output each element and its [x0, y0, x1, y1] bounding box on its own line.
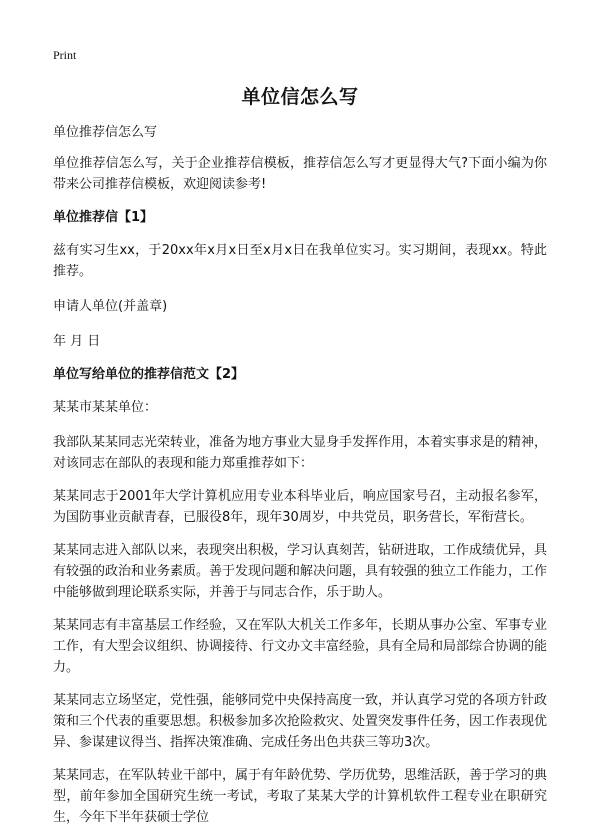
section-heading-2: 单位写给单位的推荐信范文【2】 [53, 367, 245, 382]
section-2-paragraph: 我部队某某同志光荣转业，准备为地方事业大显身手发挥作用，本着实事求是的精神，对该同志在部队的表现和能力郑重推荐如下： [53, 435, 548, 471]
section-2-paragraph: 某某同志立场坚定，党性强，能够同党中央保持高度一致，并认真学习党的各项方针政策和三个代表的重要思想。积极参加多次抢险救灾、处置突发事件任务，因工作表现优异、参谋建议得当、指挥决策准确、完成任务出色共获三等功3次。 [53, 693, 548, 750]
document-subtitle: 单位推荐信怎么写 [53, 125, 158, 140]
section-2-paragraph: 某某同志进入部队以来，表现突出积极，学习认真刻苦，钻研进取，工作成绩优异，具有较强的政治和业务素质。善于发现问题和解决问题，具有较强的独立工作能力，工作中能够做到理论联系实际，并善于与同志合作，乐于助人。 [53, 543, 548, 600]
section-2-paragraph: 某某同志于2001年大学计算机应用专业本科毕业后，响应国家号召，主动报名参军，为国防事业贡献青春，已服役8年，现年30周岁，中共党员，职务营长，军衔营长。 [53, 489, 547, 525]
date-line: 年 月 日 [53, 334, 101, 349]
section-2-paragraph: 某某同志有丰富基层工作经验，又在军队大机关工作多年，长期从事办公室、军事专业工作，有大型会议组织、协调接待、行文办文丰富经验，具有全局和局部综合协调的能力。 [53, 618, 548, 675]
document-title: 单位信怎么写 [241, 86, 359, 108]
print-link[interactable]: Print [53, 48, 77, 62]
section-2-paragraph: 某某同志，在军队转业干部中，属于有年龄优势、学历优势，思维活跃，善于学习的典型，前年参加全国研究生统一考试，考取了某某大学的计算机软件工程专业在职研究生，今年下半年获硕士学位 [53, 768, 548, 825]
section-1-paragraph: 兹有实习生xx，于20xx年x月x日至x月x日在我单位实习。实习期间，表现xx。特此推荐。 [53, 243, 547, 279]
section-heading-1: 单位推荐信【1】 [53, 210, 154, 225]
recipient-line: 某某市某某单位： [53, 400, 158, 415]
applicant-unit-line: 申请人单位(并盖章) [53, 299, 168, 314]
intro-paragraph: 单位推荐信怎么写，关于企业推荐信模板，推荐信怎么写才更显得大气?下面小编为你带来公司推荐信模板，欢迎阅读参考! [53, 156, 547, 192]
